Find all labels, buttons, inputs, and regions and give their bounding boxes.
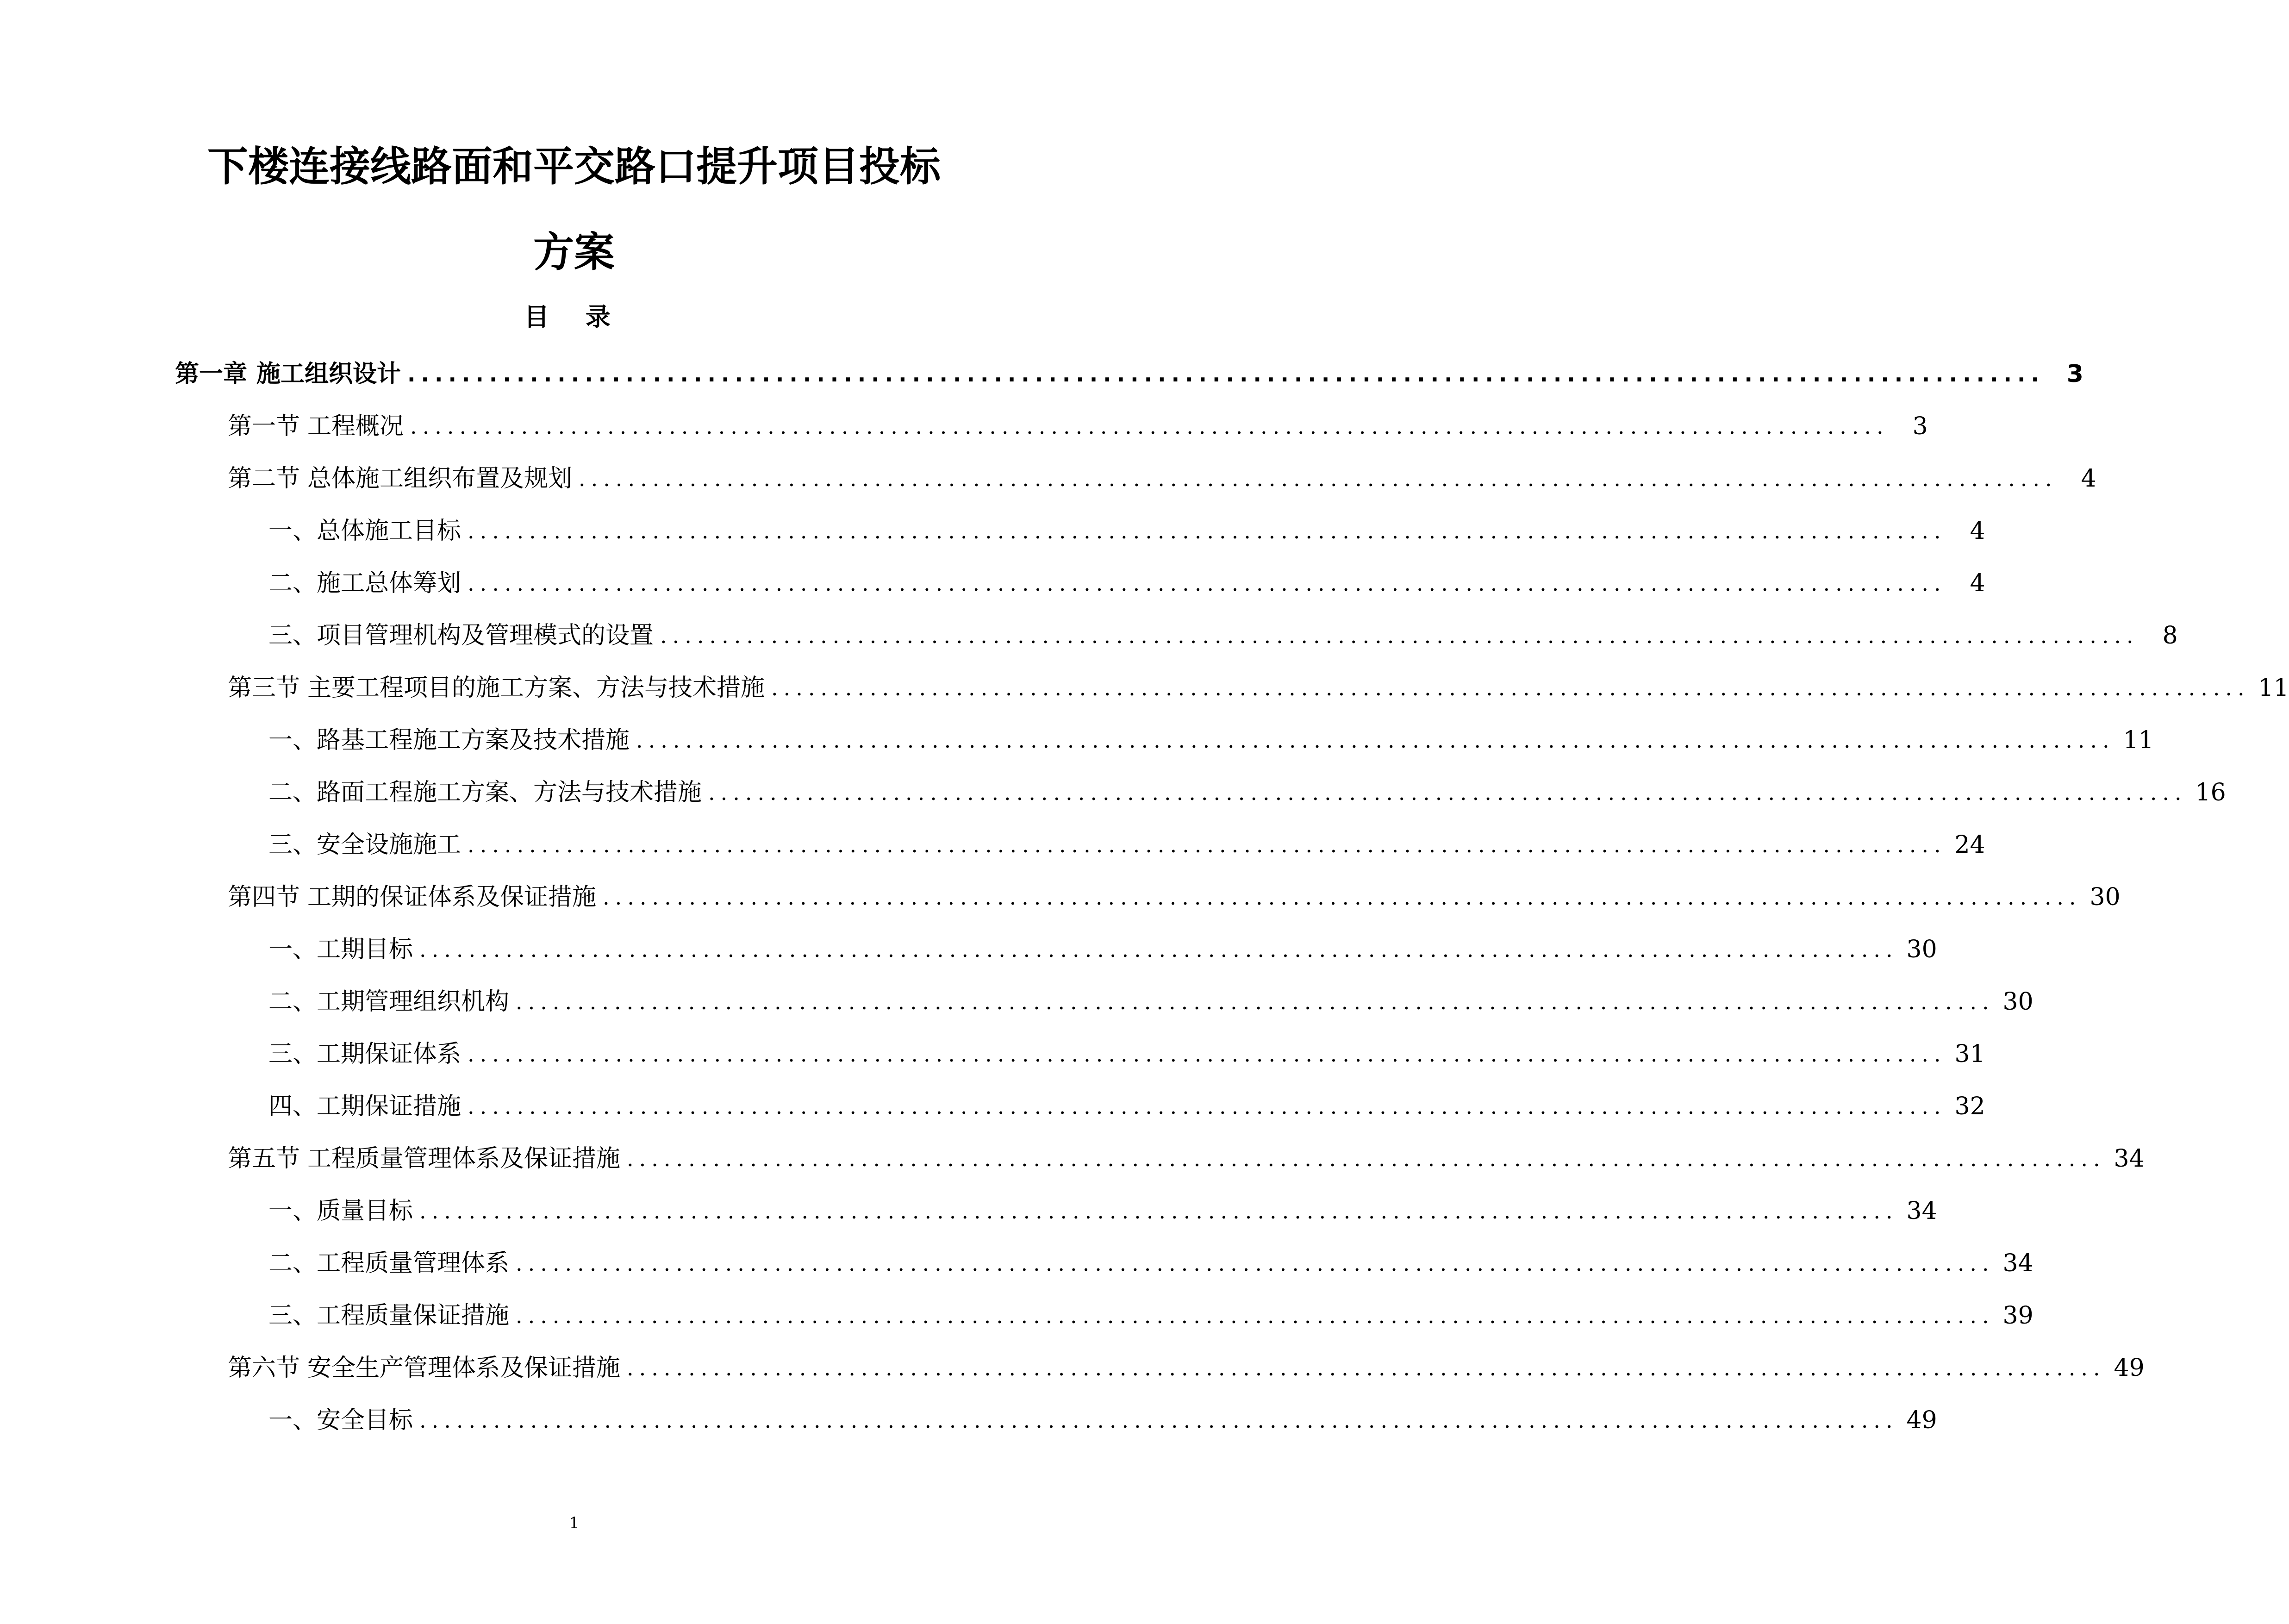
toc-entry-number: 第六节 xyxy=(228,1354,300,1382)
toc-entry-number: 三、 xyxy=(268,622,317,650)
toc-heading: 目 录 xyxy=(524,302,624,331)
toc-entry-label: 安全设施施工 xyxy=(317,831,462,859)
toc-entry-label: 主要工程项目的施工方案、方法与技术措施 xyxy=(307,674,765,702)
toc-entry-number: 三、 xyxy=(268,1302,317,1330)
toc-dot-leader: ........................................................................................................................ xyxy=(407,362,2045,387)
toc-entry-page: 11 xyxy=(2123,726,2154,754)
toc-entry[interactable] xyxy=(268,1241,2033,1278)
toc-entry[interactable] xyxy=(228,1346,2145,1383)
toc-entry-page: 39 xyxy=(2002,1302,2033,1330)
toc-dot-leader: ........................................................................................................................ xyxy=(468,571,1946,596)
toc-entry-label: 工期保证体系 xyxy=(317,1040,462,1068)
toc-entry-number: 一、 xyxy=(268,517,317,545)
toc-entry-label: 施工总体筹划 xyxy=(317,569,462,597)
document-title-line-2: 方案 xyxy=(533,228,615,276)
toc-entry[interactable] xyxy=(268,823,1985,860)
toc-entry[interactable] xyxy=(228,1137,2145,1174)
toc-dot-leader: ........................................................................................................................ xyxy=(468,1042,1946,1067)
toc-entry-page: 32 xyxy=(1954,1093,1985,1120)
toc-entry-number: 第一节 xyxy=(228,412,300,440)
toc-entry-number: 三、 xyxy=(268,831,317,859)
toc-entry-label: 工期目标 xyxy=(317,936,413,963)
toc-entry[interactable] xyxy=(268,718,2154,755)
toc-entry-label: 安全生产管理体系及保证措施 xyxy=(307,1354,621,1382)
toc-entry-label: 总体施工组织布置及规划 xyxy=(307,465,573,493)
toc-entry[interactable] xyxy=(268,509,1985,546)
toc-dot-leader: ........................................................................................................................ xyxy=(419,1408,1898,1433)
toc-entry-label: 项目管理机构及管理模式的设置 xyxy=(317,622,654,650)
toc-entry[interactable] xyxy=(268,1189,1937,1226)
toc-entry-label: 工程质量保证措施 xyxy=(317,1302,510,1330)
toc-dot-leader: ........................................................................................................................ xyxy=(468,832,1946,857)
toc-dot-leader: ........................................................................................................................ xyxy=(468,518,1946,543)
toc-entry[interactable] xyxy=(268,1293,2033,1330)
toc-entry[interactable] xyxy=(268,980,2033,1017)
toc-entry-page: 30 xyxy=(2002,988,2033,1016)
toc-entry-label: 质量目标 xyxy=(317,1197,413,1225)
toc-entry-number: 二、 xyxy=(268,569,317,597)
toc-dot-leader: ........................................................................................................................ xyxy=(410,414,1889,439)
toc-entry-page: 31 xyxy=(1954,1040,1985,1068)
toc-entry-label: 工期管理组织机构 xyxy=(317,988,510,1016)
toc-entry[interactable] xyxy=(268,613,2178,650)
toc-entry-number: 第二节 xyxy=(228,465,300,493)
toc-dot-leader: ........................................................................................................................ xyxy=(627,1146,2106,1171)
toc-entry[interactable] xyxy=(268,1084,1985,1121)
toc-dot-leader: ........................................................................................................................ xyxy=(771,675,2250,700)
toc-entry-page: 16 xyxy=(2195,779,2226,806)
toc-entry-page: 34 xyxy=(2002,1249,2033,1277)
toc-entry-number: 一、 xyxy=(268,1406,317,1434)
toc-entry-number: 二、 xyxy=(268,988,317,1016)
toc-entry-number: 一、 xyxy=(268,936,317,963)
toc-entry[interactable] xyxy=(268,927,1937,964)
toc-entry-page: 34 xyxy=(2114,1145,2145,1173)
toc-entry-number: 一、 xyxy=(268,726,317,754)
toc-entry-page: 49 xyxy=(1906,1406,1937,1434)
toc-entry[interactable] xyxy=(228,875,2121,912)
toc-entry-label: 工程质量管理体系及保证措施 xyxy=(307,1145,621,1173)
toc-entry-page: 11 xyxy=(2258,674,2289,702)
toc-entry-number: 第一章 xyxy=(175,360,248,388)
page-number: 1 xyxy=(569,1514,580,1532)
toc-entry[interactable] xyxy=(228,666,2289,703)
toc-entry-label: 工程概况 xyxy=(307,412,404,440)
toc-entry-number: 二、 xyxy=(268,1249,317,1277)
toc-dot-leader: ........................................................................................................................ xyxy=(627,1355,2106,1380)
toc-entry-label: 路基工程施工方案及技术措施 xyxy=(317,726,630,754)
toc-entry-page: 24 xyxy=(1954,831,1985,859)
toc-dot-leader: ........................................................................................................................ xyxy=(579,466,2058,491)
toc-dot-leader: ........................................................................................................................ xyxy=(660,623,2139,648)
toc-dot-leader: ........................................................................................................................ xyxy=(419,1199,1898,1224)
toc-entry-label: 总体施工目标 xyxy=(317,517,462,545)
toc-entry-number: 第四节 xyxy=(228,883,300,911)
toc-dot-leader: ........................................................................................................................ xyxy=(516,1303,1995,1328)
toc-entry-number: 第三节 xyxy=(228,674,300,702)
toc-dot-leader: ........................................................................................................................ xyxy=(708,780,2187,805)
toc-entry[interactable] xyxy=(268,561,1985,598)
toc-entry-number: 一、 xyxy=(268,1197,317,1225)
toc-entry[interactable] xyxy=(268,770,2226,807)
toc-dot-leader: ........................................................................................................................ xyxy=(419,937,1898,962)
toc-entry-page: 8 xyxy=(2162,622,2178,650)
toc-entry-number: 二、 xyxy=(268,779,317,806)
toc-dot-leader: ........................................................................................................................ xyxy=(636,728,2115,753)
document-title-line-1: 下楼连接线路面和平交路口提升项目投标 xyxy=(207,143,941,190)
toc-entry-number: 第五节 xyxy=(228,1145,300,1173)
toc-entry[interactable] xyxy=(268,1032,1985,1069)
toc-entry[interactable] xyxy=(228,404,1928,441)
toc-entry-number: 三、 xyxy=(268,1040,317,1068)
toc-entry[interactable] xyxy=(228,456,2096,493)
toc-entry-label: 工期的保证体系及保证措施 xyxy=(307,883,597,911)
toc-entry-label: 安全目标 xyxy=(317,1406,413,1434)
toc-entry-page: 49 xyxy=(2114,1354,2145,1382)
toc-entry-page: 3 xyxy=(1912,412,1928,440)
toc-entry[interactable] xyxy=(175,352,2083,389)
toc-entry-label: 工程质量管理体系 xyxy=(317,1249,510,1277)
toc-entry-page: 30 xyxy=(2089,883,2121,911)
toc-entry[interactable] xyxy=(268,1398,1937,1435)
toc-entry-page: 34 xyxy=(1906,1197,1937,1225)
toc-dot-leader: ........................................................................................................................ xyxy=(516,989,1995,1014)
toc-entry-label: 施工组织设计 xyxy=(256,360,401,388)
toc-dot-leader: ........................................................................................................................ xyxy=(516,1251,1995,1276)
toc-entry-page: 4 xyxy=(1970,517,1985,545)
toc-entry-page: 3 xyxy=(2066,360,2083,388)
toc-entry-page: 4 xyxy=(1970,569,1985,597)
toc-dot-leader: ........................................................................................................................ xyxy=(468,1094,1946,1119)
toc-entry-page: 30 xyxy=(1906,936,1937,963)
toc-entry-label: 工期保证措施 xyxy=(317,1093,462,1120)
toc-entry-number: 四、 xyxy=(268,1093,317,1120)
toc-entry-label: 路面工程施工方案、方法与技术措施 xyxy=(317,779,702,806)
toc-entry-page: 4 xyxy=(2081,465,2096,493)
toc-dot-leader: ........................................................................................................................ xyxy=(603,885,2082,910)
